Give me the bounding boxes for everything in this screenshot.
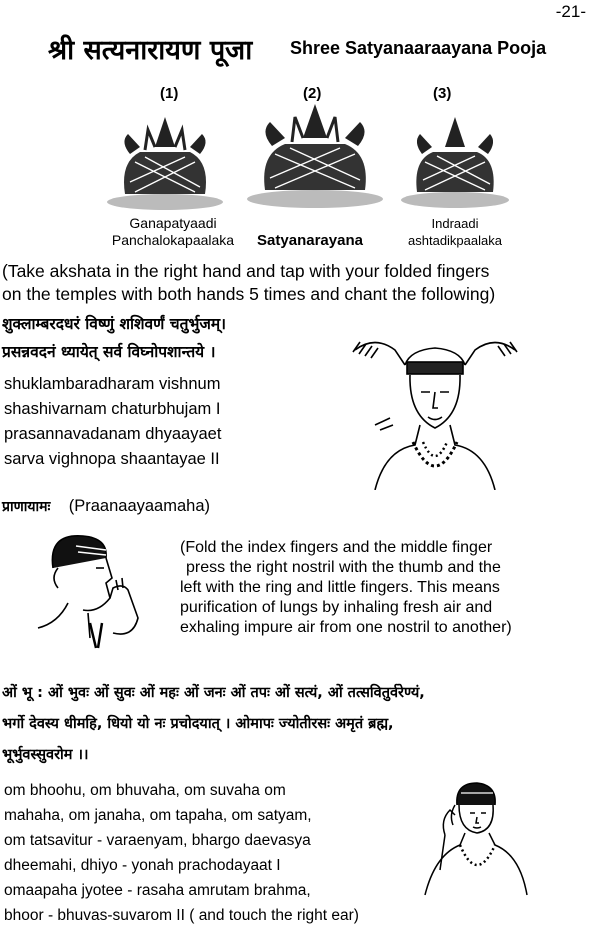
figure-1-caption-line1: Ganapatyaadi	[129, 215, 217, 231]
figure-3-caption-line2: ashtadikpaalaka	[408, 233, 502, 248]
instruction-line: exhaling impure air from one nostril to another)	[180, 619, 512, 636]
mantra-devanagari	[2, 678, 598, 771]
translit-line: dheemahi, dhiyo - yonah prachodayaat I	[4, 857, 281, 874]
figure-3-caption	[390, 215, 520, 249]
mantra-line: ओं भू : ओं भुवः ओं सुवः ओं महः ओं जनः ओं तपः ओं सत्यं, ओं तत्सवितुर्वरेण्यं,	[2, 685, 425, 701]
mantra-transliteration	[4, 778, 359, 928]
pranayama-instruction	[180, 538, 595, 638]
kalasha-icon	[395, 112, 515, 210]
instruction-line: purification of lungs by inhaling fresh air and	[180, 599, 493, 616]
mantra-line: भूर्भुवस्सुवरोम ।।	[2, 747, 89, 763]
page-title-english: Shree Satyanaaraayana Pooja	[290, 38, 547, 58]
figure-2-number: (2)	[303, 85, 322, 102]
translit-line: shuklambaradharam vishnum	[4, 375, 221, 393]
page-number: -21-	[555, 2, 586, 21]
translit-line: om bhoohu, om bhuvaha, om suvaha om	[4, 782, 286, 799]
translit-line: omaapaha jyotee - rasaha amrutam brahma,	[4, 882, 311, 899]
translit-line: mahaha, om janaha, om tapaha, om satyam,	[4, 807, 312, 824]
figure-1-caption	[98, 215, 248, 249]
kalasha-icon	[100, 112, 230, 212]
figure-1-caption-line2: Panchalokapaalaka	[111, 232, 235, 248]
mantra-line: भर्गो देवस्य धीमहि, धियो यो नः प्रचोदयात् । ओमापः ज्योतीरसः अमृतं ब्रह्म,	[2, 716, 394, 732]
man-touching-temples	[335, 330, 535, 490]
man-touching-ear	[415, 775, 535, 905]
instruction-line: (Take akshata in the right hand and tap with your folded fingers	[2, 261, 490, 281]
akshata-instruction	[2, 260, 598, 306]
translit-line: shashivarnam chaturbhujam I	[4, 400, 221, 418]
page-title-devanagari: श्री सत्यनारायण पूजा	[48, 35, 253, 66]
pranayama-devanagari: प्राणायामः	[2, 499, 51, 515]
man-pressing-nostril	[28, 528, 158, 653]
translit-line: bhoor - bhuvas-suvarom II ( and touch the right ear)	[4, 907, 359, 924]
figure-1-number: (1)	[160, 85, 179, 102]
translit-line: prasannavadanam dhyaayaet	[4, 425, 222, 443]
shloka-line: प्रसन्नवदनं ध्यायेत् सर्व विघ्नोपशान्तये ।	[2, 343, 216, 361]
figure-2-caption: Satyanarayana	[257, 232, 363, 249]
instruction-line: left with the ring and little fingers. This means	[180, 579, 500, 596]
figure-3-caption-line1: Indraadi	[431, 216, 479, 231]
instruction-line: on the temples with both hands 5 times and chant the following)	[2, 284, 496, 304]
shloka1-transliteration	[4, 372, 221, 472]
translit-line: om tatsavitur - varaenyam, bhargo daevasya	[4, 832, 311, 849]
translit-line: sarva vighnopa shaantayae II	[4, 450, 220, 468]
shloka1-devanagari	[2, 310, 226, 366]
kalasha-icon	[240, 102, 390, 210]
pranayama-translit: (Praanaayaamaha)	[68, 497, 210, 515]
figure-3-number: (3)	[433, 85, 452, 102]
instruction-line: press the right nostril with the thumb and the	[186, 559, 501, 576]
pranayama-heading	[2, 497, 210, 516]
shloka-line: शुक्लाम्बरदधरं विष्णुं शशिवर्णं चतुर्भुजम्।	[2, 315, 226, 333]
instruction-line: (Fold the index fingers and the middle finger	[180, 539, 493, 556]
